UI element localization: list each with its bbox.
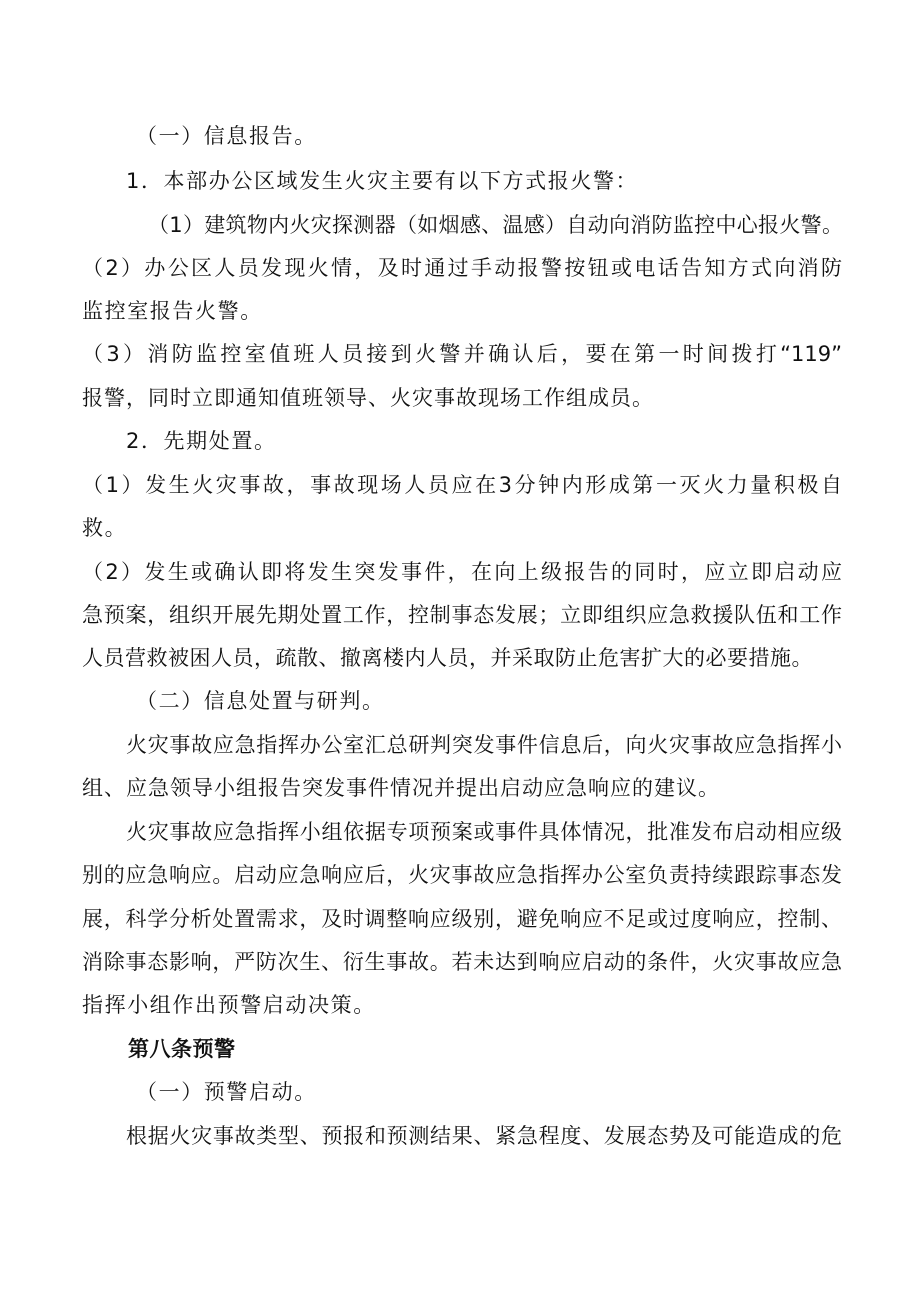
- article-8-heading: 第八条预警: [128, 1037, 236, 1061]
- section-heading-info-report: （一）信息报告。: [136, 124, 317, 148]
- paragraph-line: 救。: [82, 516, 128, 540]
- paragraph-line: （2）发生或确认即将发生突发事件，在向上级报告的同时，应立即启动应: [82, 560, 842, 584]
- section-heading-warning-start: （一）预警启动。: [136, 1080, 317, 1104]
- paragraph-line: 火灾事故应急指挥小组依据专项预案或事件具体情况，批准发布启动相应级: [126, 820, 842, 844]
- paragraph-line: 展，科学分析处置需求，及时调整响应级别，避免响应不足或过度响应，控制、: [82, 907, 842, 931]
- item-2-heading: 2．先期处置。: [126, 429, 277, 453]
- paragraph-line: 别的应急响应。启动应急响应后，火灾事故应急指挥办公室负责持续跟踪事态发: [82, 863, 842, 887]
- paragraph-line: 报警，同时立即通知值班领导、火灾事故现场工作组成员。: [82, 386, 654, 410]
- item-1-heading: 1．本部办公区域发生火灾主要有以下方式报火警：: [126, 169, 639, 193]
- section-heading-info-analysis: （二）信息处置与研判。: [136, 689, 385, 713]
- paragraph-line: 根据火灾事故类型、预报和预测结果、紧急程度、发展态势及可能造成的危: [126, 1124, 842, 1148]
- paragraph-line: （1）发生火灾事故，事故现场人员应在3分钟内形成第一灭火力量积极自: [82, 473, 842, 497]
- paragraph-line: 指挥小组作出预警启动决策。: [82, 993, 376, 1017]
- paragraph-line: 组、应急领导小组报告突发事件情况并提出启动应急响应的建议。: [82, 776, 720, 800]
- paragraph-line: （1）建筑物内火灾探测器（如烟感、温感）自动向消防监控中心报火警。: [148, 213, 844, 237]
- paragraph-line: （2）办公区人员发现火情，及时通过手动报警按钮或电话告知方式向消防: [82, 256, 842, 280]
- paragraph-line: 消除事态影响，严防次生、衍生事故。若未达到响应启动的条件，火灾事故应急: [82, 950, 842, 974]
- paragraph-line: 监控室报告火警。: [82, 299, 263, 323]
- paragraph-line: 火灾事故应急指挥办公室汇总研判突发事件信息后，向火灾事故应急指挥小: [126, 733, 842, 757]
- paragraph-line: （3）消防监控室值班人员接到火警并确认后，要在第一时间拨打“119”: [82, 342, 842, 366]
- paragraph-line: 人员营救被困人员，疏散、撤离楼内人员，并采取防止危害扩大的必要措施。: [82, 646, 813, 670]
- paragraph-line: 急预案，组织开展先期处置工作，控制事态发展；立即组织应急救援队伍和工作: [82, 603, 842, 627]
